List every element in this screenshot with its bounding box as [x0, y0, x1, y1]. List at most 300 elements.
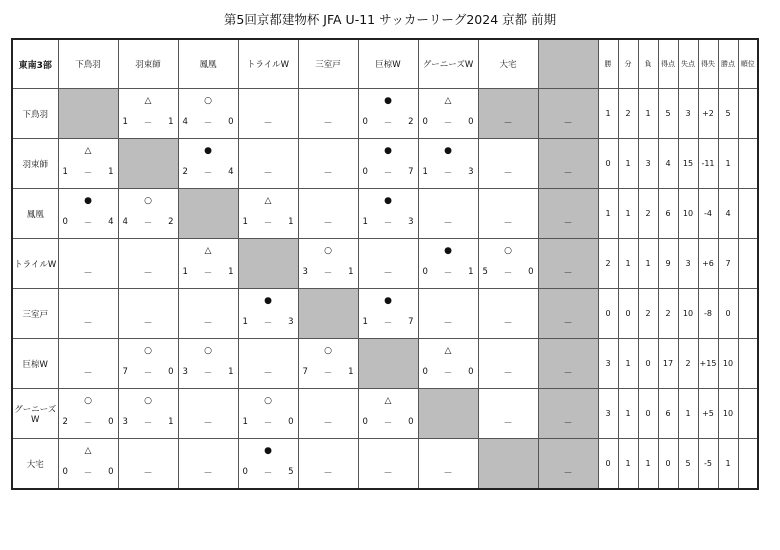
no-match-dash: －: [503, 169, 513, 179]
score-away: 3: [468, 167, 474, 177]
score-away: 0: [468, 117, 474, 127]
column-team-name: 巨椋W: [358, 39, 418, 89]
match-cell: [478, 189, 538, 239]
match-cell: [478, 389, 538, 439]
match-cell: [358, 139, 418, 189]
match-cell-content: [479, 139, 538, 188]
match-cell: [118, 189, 178, 239]
match-cell: [358, 439, 418, 490]
match-cell-content: [419, 289, 478, 338]
stat-value: 0: [618, 289, 638, 339]
blank-column-content: [539, 439, 598, 488]
score-home: 1: [242, 317, 248, 327]
score-home: 0: [62, 467, 68, 477]
blank-column-content: [539, 189, 598, 238]
blank-column-cell: [538, 189, 598, 239]
team-row: [12, 339, 758, 389]
stat-value: 1: [678, 389, 698, 439]
blank-column-content: [539, 239, 598, 288]
score-away: 2: [408, 117, 414, 127]
score-home: 1: [242, 217, 248, 227]
stat-value: 3: [678, 239, 698, 289]
score-separator: －: [203, 369, 213, 379]
result-mark: ●: [384, 146, 392, 156]
score: [419, 267, 478, 279]
no-match-dash: －: [143, 469, 153, 479]
stat-value: 1: [598, 189, 618, 239]
self-match-cell: [58, 89, 118, 139]
match-cell-content: [239, 189, 298, 238]
self-match-cell: [478, 439, 538, 490]
match-cell-content: [59, 439, 118, 488]
score: [239, 317, 298, 329]
stat-header: 得点: [658, 39, 678, 89]
score-separator: －: [83, 419, 93, 429]
match-cell: [118, 389, 178, 439]
score-away: 1: [168, 417, 174, 427]
match-cell-content: [239, 439, 298, 488]
stat-value: 1: [718, 439, 738, 490]
result-mark: △: [144, 96, 152, 106]
match-cell: [298, 439, 358, 490]
self-match-cell: [178, 189, 238, 239]
team-row: [12, 389, 758, 439]
match-cell-content: [359, 389, 418, 438]
score-away: 4: [108, 217, 114, 227]
match-cell: [478, 139, 538, 189]
score-away: 5: [288, 467, 294, 477]
match-cell: [58, 189, 118, 239]
score-separator: －: [383, 119, 393, 129]
match-cell: [298, 239, 358, 289]
stat-value: 10: [678, 189, 698, 239]
score-away: 0: [108, 467, 114, 477]
stat-value: +5: [698, 389, 718, 439]
score: [119, 117, 178, 129]
match-cell-content: [299, 139, 358, 188]
match-cell-content: [479, 189, 538, 238]
score-separator: －: [83, 169, 93, 179]
stat-header: 分: [618, 39, 638, 89]
match-cell-content: [59, 239, 118, 288]
self-match-cell: [418, 389, 478, 439]
result-mark: △: [84, 146, 92, 156]
no-match-dash: －: [503, 319, 513, 329]
no-match-dash: －: [563, 369, 573, 379]
match-cell: [58, 339, 118, 389]
self-match-cell: [118, 139, 178, 189]
match-cell: [58, 389, 118, 439]
no-match-dash: －: [563, 419, 573, 429]
team-row: [12, 89, 758, 139]
no-match-dash: －: [143, 269, 153, 279]
stat-value: [738, 339, 758, 389]
match-cell: [298, 89, 358, 139]
score: [59, 217, 118, 229]
column-team-name: 三室戸: [298, 39, 358, 89]
no-match-dash: －: [563, 469, 573, 479]
score-away: 0: [228, 117, 234, 127]
match-cell-content: [59, 289, 118, 338]
header-row: [12, 39, 758, 89]
stat-value: 0: [598, 289, 618, 339]
match-cell: [58, 139, 118, 189]
stat-header: 勝点: [718, 39, 738, 89]
stat-header: 失点: [678, 39, 698, 89]
no-match-dash: －: [383, 469, 393, 479]
team-row: [12, 139, 758, 189]
match-cell: [358, 389, 418, 439]
score-home: 7: [122, 367, 128, 377]
result-mark: ○: [144, 196, 152, 206]
score: [359, 417, 418, 429]
match-cell: [298, 339, 358, 389]
result-mark: ●: [444, 246, 452, 256]
blank-column-cell: [538, 389, 598, 439]
row-team-name: グーニーズW: [12, 389, 58, 439]
score-home: 1: [62, 167, 68, 177]
match-cell-content: [299, 339, 358, 388]
match-cell-content: [359, 89, 418, 138]
score: [119, 367, 178, 379]
blank-column-content: [539, 89, 598, 138]
no-match-dash: －: [503, 419, 513, 429]
score-home: 3: [182, 367, 188, 377]
match-cell-content: [119, 239, 178, 288]
row-team-name: 巨椋W: [12, 339, 58, 389]
team-row: [12, 189, 758, 239]
score-separator: －: [323, 269, 333, 279]
match-cell-content: [299, 239, 358, 288]
score-home: 7: [302, 367, 308, 377]
no-match-dash: －: [323, 469, 333, 479]
match-cell: [238, 389, 298, 439]
score-home: 1: [422, 167, 428, 177]
match-cell: [418, 189, 478, 239]
score-separator: －: [323, 369, 333, 379]
match-cell: [178, 439, 238, 490]
match-cell-content: [299, 389, 358, 438]
no-match-dash: －: [443, 319, 453, 329]
match-cell-content: [419, 439, 478, 488]
score-away: 4: [228, 167, 234, 177]
stat-value: 1: [598, 89, 618, 139]
self-match-cell: [358, 339, 418, 389]
stat-value: [738, 239, 758, 289]
match-cell: [238, 189, 298, 239]
stat-value: 1: [618, 339, 638, 389]
score-separator: －: [143, 369, 153, 379]
stat-value: 7: [718, 239, 738, 289]
stat-header: 勝: [598, 39, 618, 89]
stat-value: 0: [598, 439, 618, 490]
score-away: 1: [168, 117, 174, 127]
column-team-name: 下鳥羽: [58, 39, 118, 89]
no-match-dash: －: [503, 119, 513, 129]
stat-value: 2: [638, 189, 658, 239]
score: [359, 167, 418, 179]
no-match-dash: －: [563, 319, 573, 329]
row-team-name: 羽束師: [12, 139, 58, 189]
result-mark: ●: [384, 196, 392, 206]
result-mark: ●: [444, 146, 452, 156]
match-cell: [478, 89, 538, 139]
score-away: 0: [408, 417, 414, 427]
match-cell-content: [299, 189, 358, 238]
stat-value: 1: [638, 89, 658, 139]
match-cell: [418, 439, 478, 490]
score-separator: －: [83, 219, 93, 229]
score-away: 7: [408, 167, 414, 177]
stat-value: 5: [658, 89, 678, 139]
stat-value: -11: [698, 139, 718, 189]
match-cell: [178, 389, 238, 439]
match-cell-content: [179, 139, 238, 188]
blank-column-cell: [538, 139, 598, 189]
match-cell: [418, 289, 478, 339]
result-mark: ○: [324, 346, 332, 356]
stat-value: 1: [718, 139, 738, 189]
column-team-name: トライルW: [238, 39, 298, 89]
blank-column-cell: [538, 439, 598, 490]
match-cell: [298, 389, 358, 439]
match-cell-content: [239, 289, 298, 338]
score: [419, 167, 478, 179]
match-cell-content: [479, 289, 538, 338]
match-cell: [58, 439, 118, 490]
match-cell-content: [419, 189, 478, 238]
score-home: 1: [242, 417, 248, 427]
score-home: 2: [62, 417, 68, 427]
stat-value: 4: [718, 189, 738, 239]
stat-value: 1: [618, 189, 638, 239]
stat-value: 15: [678, 139, 698, 189]
stat-value: 4: [658, 139, 678, 189]
match-cell: [178, 239, 238, 289]
result-mark: ○: [204, 96, 212, 106]
match-cell: [58, 289, 118, 339]
score-away: 2: [168, 217, 174, 227]
score: [119, 217, 178, 229]
match-cell: [178, 139, 238, 189]
row-team-name: 鳳凰: [12, 189, 58, 239]
match-cell: [418, 139, 478, 189]
stat-value: 0: [638, 339, 658, 389]
match-cell-content: [479, 339, 538, 388]
self-match-cell: [238, 239, 298, 289]
score-separator: －: [203, 269, 213, 279]
score: [179, 267, 238, 279]
match-cell-content: [479, 239, 538, 288]
stat-value: 2: [638, 289, 658, 339]
stat-value: 6: [658, 189, 678, 239]
stat-value: [738, 89, 758, 139]
stat-header: 順位: [738, 39, 758, 89]
match-cell-content: [119, 439, 178, 488]
match-cell: [478, 239, 538, 289]
stat-value: 5: [718, 89, 738, 139]
match-cell: [118, 89, 178, 139]
score-home: 4: [122, 217, 128, 227]
score-separator: －: [143, 119, 153, 129]
score-home: 5: [482, 267, 488, 277]
stat-value: 0: [718, 289, 738, 339]
score-separator: －: [263, 419, 273, 429]
result-mark: ○: [324, 246, 332, 256]
score-separator: －: [203, 119, 213, 129]
no-match-dash: －: [263, 169, 273, 179]
score-separator: －: [83, 469, 93, 479]
match-cell: [118, 339, 178, 389]
score-separator: －: [263, 319, 273, 329]
score-away: 0: [468, 367, 474, 377]
score: [239, 217, 298, 229]
score-home: 2: [182, 167, 188, 177]
match-cell-content: [179, 239, 238, 288]
match-cell: [178, 89, 238, 139]
stat-value: 0: [598, 139, 618, 189]
no-match-dash: －: [383, 269, 393, 279]
stat-value: 17: [658, 339, 678, 389]
score-home: 3: [302, 267, 308, 277]
match-cell-content: [119, 339, 178, 388]
match-cell: [298, 189, 358, 239]
stat-value: [738, 439, 758, 490]
result-mark: △: [84, 446, 92, 456]
no-match-dash: －: [563, 269, 573, 279]
score-separator: －: [503, 269, 513, 279]
no-match-dash: －: [443, 469, 453, 479]
result-mark: ○: [264, 396, 272, 406]
result-mark: ○: [144, 396, 152, 406]
score-separator: －: [383, 169, 393, 179]
match-cell-content: [119, 289, 178, 338]
match-cell-content: [239, 339, 298, 388]
result-mark: ●: [264, 296, 272, 306]
match-cell: [478, 289, 538, 339]
stat-value: 5: [678, 439, 698, 490]
match-cell-content: [359, 239, 418, 288]
no-match-dash: －: [203, 469, 213, 479]
team-row: [12, 439, 758, 490]
score-separator: －: [143, 219, 153, 229]
blank-column-cell: [538, 239, 598, 289]
result-mark: ○: [84, 396, 92, 406]
result-mark: ●: [384, 296, 392, 306]
match-cell: [118, 239, 178, 289]
match-cell: [358, 89, 418, 139]
match-cell: [358, 289, 418, 339]
result-mark: △: [264, 196, 272, 206]
blank-column-cell: [538, 89, 598, 139]
score-away: 1: [348, 367, 354, 377]
match-cell-content: [59, 389, 118, 438]
page-title: 第5回京都建物杯 JFA U-11 サッカーリーグ2024 京都 前期: [223, 12, 557, 27]
stat-value: -8: [698, 289, 718, 339]
result-mark: △: [444, 346, 452, 356]
stat-value: 2: [678, 339, 698, 389]
no-match-dash: －: [263, 369, 273, 379]
match-cell-content: [59, 139, 118, 188]
stat-value: 1: [618, 239, 638, 289]
score-away: 1: [108, 167, 114, 177]
score: [419, 117, 478, 129]
match-cell-content: [239, 89, 298, 138]
score: [59, 467, 118, 479]
no-match-dash: －: [263, 119, 273, 129]
no-match-dash: －: [323, 119, 333, 129]
result-mark: ●: [84, 196, 92, 206]
score-separator: －: [443, 269, 453, 279]
match-cell: [418, 339, 478, 389]
score: [419, 367, 478, 379]
score-separator: －: [443, 369, 453, 379]
score-home: 0: [422, 367, 428, 377]
stat-value: 3: [598, 339, 618, 389]
no-match-dash: －: [563, 119, 573, 129]
stat-value: +6: [698, 239, 718, 289]
row-team-name: トライルW: [12, 239, 58, 289]
stat-value: 0: [638, 389, 658, 439]
no-match-dash: －: [83, 319, 93, 329]
no-match-dash: －: [323, 219, 333, 229]
no-match-dash: －: [443, 219, 453, 229]
match-cell-content: [119, 389, 178, 438]
match-cell-content: [419, 239, 478, 288]
no-match-dash: －: [83, 369, 93, 379]
stat-value: 10: [718, 339, 738, 389]
stat-value: 10: [718, 389, 738, 439]
match-cell-content: [59, 189, 118, 238]
match-cell-content: [299, 439, 358, 488]
stat-value: +2: [698, 89, 718, 139]
score-home: 3: [122, 417, 128, 427]
match-cell-content: [239, 389, 298, 438]
blank-column-content: [539, 339, 598, 388]
row-team-name: 下鳥羽: [12, 89, 58, 139]
stat-value: [738, 289, 758, 339]
match-cell-content: [359, 189, 418, 238]
score-separator: －: [143, 419, 153, 429]
score-away: 3: [288, 317, 294, 327]
score-home: 0: [422, 267, 428, 277]
blank-column-cell: [538, 289, 598, 339]
match-cell-content: [419, 89, 478, 138]
blank-column-cell: [538, 339, 598, 389]
stat-header: 負: [638, 39, 658, 89]
self-match-cell: [298, 289, 358, 339]
column-team-name: 羽束師: [118, 39, 178, 89]
stat-value: 9: [658, 239, 678, 289]
no-match-dash: －: [323, 419, 333, 429]
score: [179, 117, 238, 129]
score-separator: －: [383, 219, 393, 229]
stat-value: 2: [658, 289, 678, 339]
no-match-dash: －: [203, 319, 213, 329]
match-cell: [358, 189, 418, 239]
score-away: 1: [228, 267, 234, 277]
score-separator: －: [263, 219, 273, 229]
score-separator: －: [203, 169, 213, 179]
match-cell: [298, 139, 358, 189]
score-away: 1: [348, 267, 354, 277]
score: [119, 417, 178, 429]
match-cell-content: [359, 439, 418, 488]
score-home: 0: [362, 117, 368, 127]
score: [359, 217, 418, 229]
match-cell-content: [299, 89, 358, 138]
match-cell: [478, 339, 538, 389]
